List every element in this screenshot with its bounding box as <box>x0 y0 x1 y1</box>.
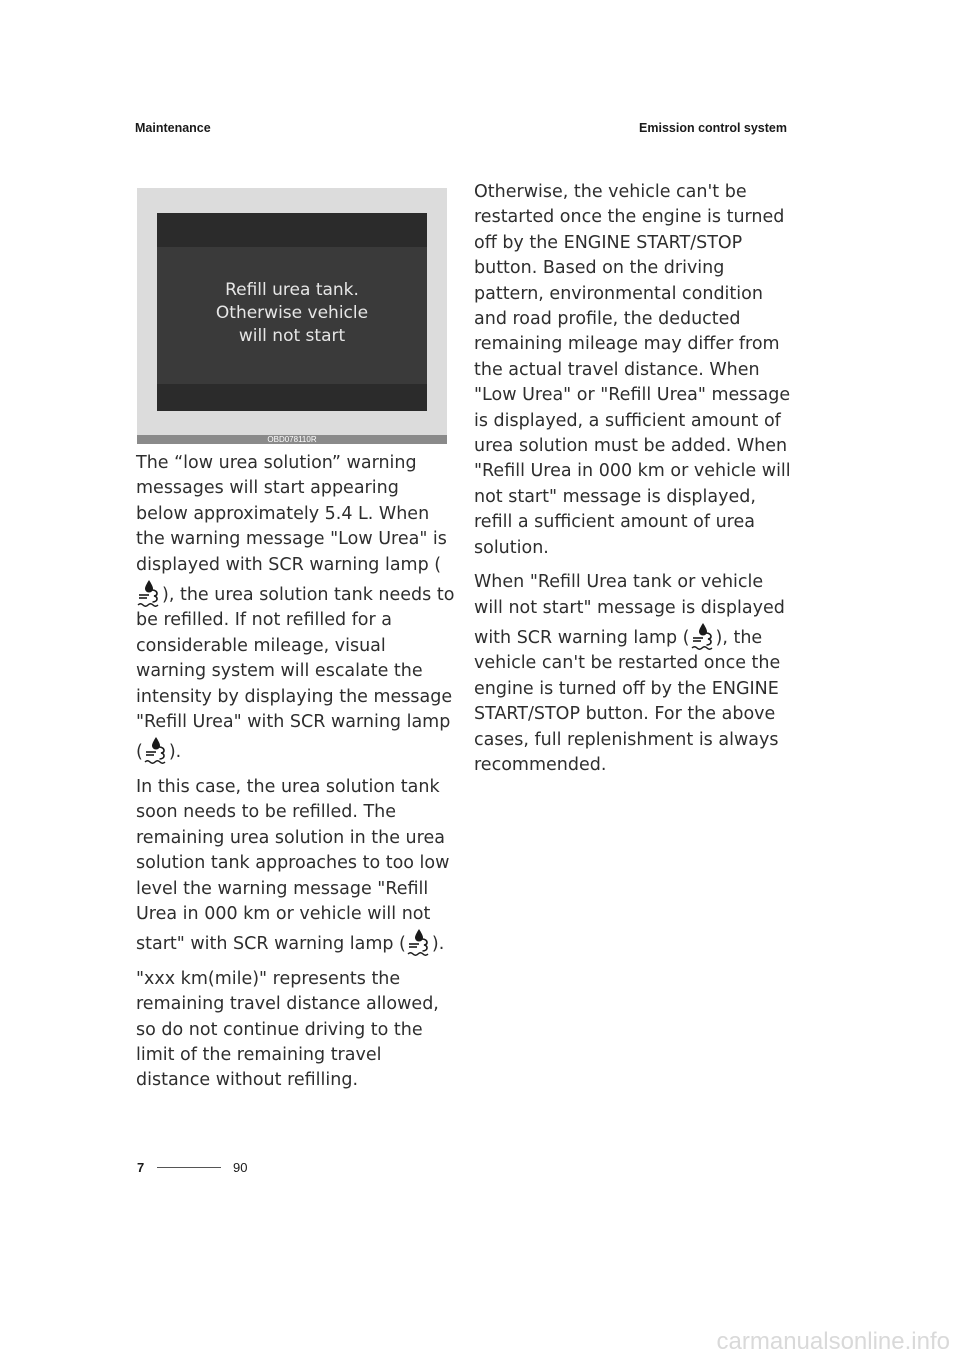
header-section: Maintenance <box>135 121 211 135</box>
right-p2-text-b: ), the vehicle can't be restarted once the engine is turned off by the ENGINE START/STOP button. For the above cases, full replenishment is always recommended. <box>474 627 781 775</box>
screen-message-line-2: Otherwise vehicle <box>215 303 369 323</box>
right-paragraph-1: Otherwise, the vehicle can't be restarted once the engine is turned off by the ENGINE START/STOP button. Based on the driving pattern, environmental condition and road profile, the deducted remaining mileage may differ from the actual travel distance. When "Low Urea" or "Refill Urea" message is displayed, a sufficient amount of urea solution must be added. When "Refill Urea in 000 km or vehicle will not start" message is displayed, refill a sufficient amount of urea solution. <box>474 182 791 558</box>
screen-top-band <box>157 213 427 247</box>
screen-message-line-1: Refill urea tank. <box>225 280 359 300</box>
scr-warning-lamp-icon <box>406 927 432 957</box>
figure-code: OBD078110R <box>137 435 447 444</box>
scr-warning-lamp-icon <box>690 621 716 651</box>
left-paragraph-3: "xxx km(mile)" represents the remaining travel distance allowed, so do not continue driving to the limit of the remaining travel distance without refilling. <box>136 968 439 1091</box>
header-topic: Emission control system <box>639 121 787 135</box>
right-paragraph-2 <box>474 570 794 778</box>
left-p1-text-b: ), the urea solution tank needs to be refilled. If not refilled for a considerable mileage, visual warning system will escalate the intensity by displaying the message "Refill Urea" with SCR warning lamp ( <box>136 585 455 763</box>
footer-chapter: 7 <box>137 1160 145 1175</box>
left-p1-text-a: The “low urea solution” warning messages will start appearing below approximately 5.4 L. When the warning message "Low Urea" is displayed with SCR warning lamp ( <box>136 453 447 575</box>
right-p2-text-a: When "Refill Urea tank or vehicle will not start" message is displayed with SCR warning lamp ( <box>474 572 785 648</box>
scr-warning-lamp-icon <box>136 578 162 608</box>
screen-message <box>157 279 427 348</box>
left-p2-text-a: In this case, the urea solution tank soon needs to be refilled. The remaining urea solution in the urea solution tank approaches to too low level the warning message "Refill Urea in 000 km or vehicle will not start" with SCR warning lamp ( <box>136 776 450 955</box>
cluster-display-figure <box>137 188 447 444</box>
footer-page-number: 90 <box>233 1160 248 1175</box>
left-column <box>136 451 456 1103</box>
left-p2-text-b: ). <box>431 934 445 955</box>
left-paragraph-2 <box>136 775 456 958</box>
watermark: carmanualsonline.info <box>716 1328 950 1355</box>
left-paragraph-1 <box>136 451 456 766</box>
footer-rule <box>157 1167 221 1168</box>
left-p1-text-c: ). <box>168 742 182 763</box>
scr-warning-lamp-icon <box>143 735 169 765</box>
screen-bottom-band <box>157 384 427 411</box>
screen-message-line-3: will not start <box>238 326 346 346</box>
cluster-screen <box>157 213 427 411</box>
right-column <box>474 180 794 787</box>
